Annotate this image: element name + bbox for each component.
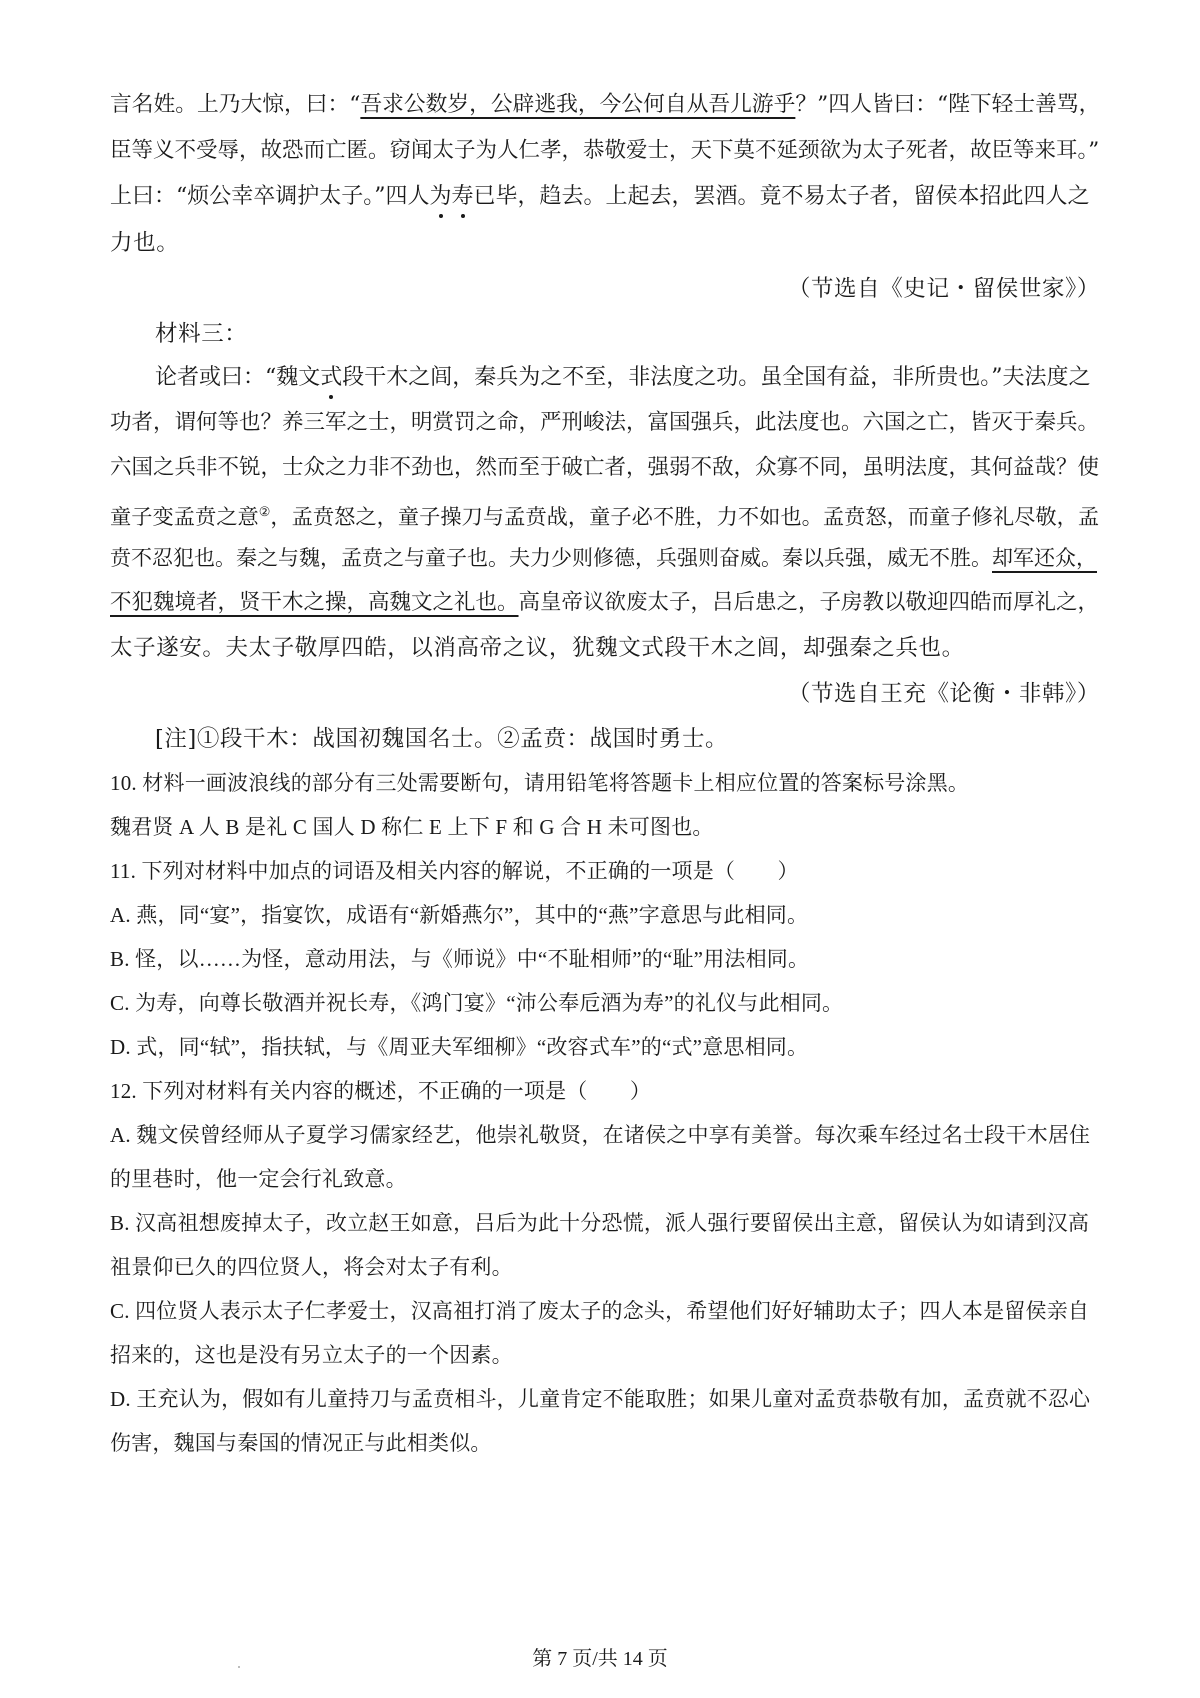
question-10: 10. 材料一画波浪线的部分有三处需要断句，请用铅笔将答题卡上相应位置的答案标号涂黑。: [110, 771, 970, 795]
option-d: D. 式，同“轼”，指扶轼，与《周亚夫军细柳》“改容式车”的“式”意思相同。: [110, 1035, 809, 1059]
passage-line: 臣等义不受辱，故恐而亡匿。窃闻太子为人仁孝，恭敬爱士，天下莫不延颈欲为太子死者，故臣等来耳。”: [110, 138, 1100, 163]
underlined-text: 却军还众，: [992, 546, 1097, 570]
passage-line: 上曰：“烦公幸卒调护太子。”四人为寿已毕，趋去。上起去，罢酒。竟不易太子者，留侯本招此四人之: [110, 184, 1090, 209]
wavy-underlined-text: 吾求公数岁，公辟逃我，今公何自从吾儿游乎: [360, 92, 796, 117]
footnote-marker: ②: [258, 505, 271, 520]
source-citation: （节选自《史记・留侯世家》）: [787, 276, 1100, 302]
question-10-text: 魏君贤 A 人 B 是礼 C 国人 D 称仁 E 上下 F 和 G 合 H 未可图也。: [110, 815, 714, 839]
option-b: B. 怪，以……为怪，意动用法，与《师说》中“不耻相师”的“耻”用法相同。: [110, 947, 810, 971]
page-number: 第 7 页/共 14 页: [532, 1648, 668, 1670]
underlined-text: 不犯魏境者，贤干木之操，高魏文之礼也。: [110, 590, 519, 615]
passage-line: 太子遂安。夫太子敬厚四皓，以消高帝之议，犹魏文式段干木之闾，却强秦之兵也。: [110, 635, 965, 661]
option-a: A. 魏文侯曾经师从子夏学习儒家经艺，他崇礼敬贤，在诸侯之中享有美誉。每次乘车经过名士段干木居住: [110, 1123, 1091, 1147]
question-11: 11. 下列对材料中加点的词语及相关内容的解说，不正确的一项是（ ）: [110, 859, 799, 883]
dotted-word: 寿: [451, 184, 474, 209]
option-a: A. 燕，同“宴”，指宴饮，成语有“新婚燕尔”，其中的“燕”字意思与此相同。: [110, 903, 809, 927]
annotation-note: [注]①段干木：战国初魏国名士。②孟贲：战国时勇士。: [155, 726, 729, 752]
passage-line: 论者或曰：“魏文式段干木之闾，秦兵为之不至，非法度之功。虽全国有益，非所贵也。”夫法度之: [155, 365, 1091, 390]
passage-line: 不犯魏境者，贤干木之操，高魏文之礼也。高皇帝议欲废太子，吕后患之，子房教以敬迎四皓而厚礼之，: [110, 590, 1100, 615]
section-heading: 材料三：: [155, 321, 248, 347]
option-c-cont: 招来的，这也是没有另立太子的一个因素。: [110, 1343, 513, 1367]
passage-line: 六国之兵非不锐，士众之力非不劲也，然而至于破亡者，强弱不敌，众寡不同，虽明法度，其何益哉？使: [110, 455, 1100, 480]
option-d: D. 王充认为，假如有儿童持刀与孟贲相斗，儿童肯定不能取胜；如果儿童对孟贲恭敬有加，孟贲就不忍心: [110, 1387, 1091, 1411]
option-b-cont: 祖景仰已久的四位贤人，将会对太子有利。: [110, 1255, 513, 1279]
dotted-word: 式: [320, 365, 343, 390]
option-d-cont: 伤害，魏国与秦国的情况正与此相类似。: [110, 1431, 492, 1455]
question-12: 12. 下列对材料有关内容的概述，不正确的一项是（ ）: [110, 1079, 652, 1103]
option-b: B. 汉高祖想废掉太子，改立赵王如意，吕后为此十分恐慌，派人强行要留侯出主意，留侯认为如请到汉高: [110, 1211, 1090, 1235]
passage-line: 功者，谓何等也？养三军之士，明赏罚之命，严刑峻法，富国强兵，此法度也。六国之亡，皆灭于秦兵。: [110, 410, 1100, 435]
source-citation: （节选自王充《论衡・非韩》）: [787, 681, 1100, 707]
passage-line: 童子变孟贲之意②，孟贲怒之，童子操刀与孟贲战，童子必不胜，力不如也。孟贲怒，而童子修礼尽敬，孟: [110, 505, 1100, 531]
scan-speck: [238, 1666, 240, 1668]
passage-line: 贲不忍犯也。秦之与魏，孟贲之与童子也。夫力少则修德，兵强则奋威。秦以兵强，威无不胜。却军还众，: [110, 546, 1097, 570]
option-c: C. 四位贤人表示太子仁孝爱士，汉高祖打消了废太子的念头，希望他们好好辅助太子；四人本是留侯亲自: [110, 1299, 1090, 1323]
option-c: C. 为寿，向尊长敬酒并祝长寿，《鸿门宴》“沛公奉卮酒为寿”的礼仪与此相同。: [110, 991, 844, 1015]
dotted-word: 为: [429, 184, 452, 209]
option-a-cont: 的里巷时，他一定会行礼致意。: [110, 1167, 407, 1191]
passage-line: 力也。: [110, 230, 180, 256]
passage-line: 言名姓。上乃大惊，曰：“吾求公数岁，公辟逃我，今公何自从吾儿游乎？”四人皆曰：“陛下轻士善骂，: [110, 92, 1101, 117]
